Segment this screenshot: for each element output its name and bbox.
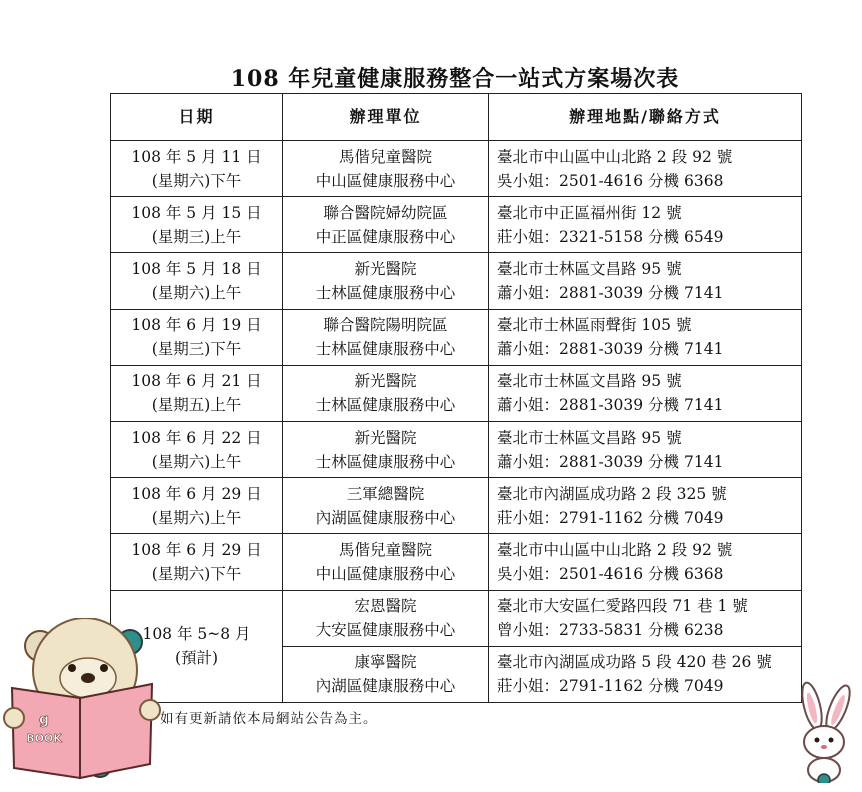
health-center-name: 士林區健康服務中心	[315, 340, 456, 359]
health-center-name: 士林區健康服務中心	[315, 452, 456, 471]
date-line: 108 年 6 月 19 日	[131, 316, 262, 335]
tentative-label: (預計)	[174, 649, 219, 668]
date-cell	[111, 421, 283, 477]
date-cell	[111, 309, 283, 365]
weekday-line: (星期三)上午	[151, 227, 242, 246]
place-cell	[489, 365, 802, 421]
hospital-name: 馬偕兒童醫院	[338, 540, 432, 559]
date-line: 108 年 5 月 11 日	[131, 147, 262, 166]
hospital-name: 三軍總醫院	[346, 484, 425, 503]
table-row	[111, 478, 802, 534]
hospital-name: 新光醫院	[354, 428, 417, 447]
place-cell	[489, 309, 802, 365]
address: 臺北市士林區文昌路 95 號	[497, 259, 682, 278]
date-cell	[111, 365, 283, 421]
weekday-line: (星期三)下午	[151, 340, 242, 359]
contact: 蕭小姐：2881-3039 分機 7141	[497, 396, 724, 415]
hospital-name: 聯合醫院婦幼院區	[323, 203, 448, 222]
bear-reading-book-illustration	[0, 618, 165, 783]
contact: 蕭小姐：2881-3039 分機 7141	[497, 340, 724, 359]
hospital-name: 馬偕兒童醫院	[338, 147, 432, 166]
weekday-line: (星期六)下午	[151, 171, 242, 190]
contact: 蕭小姐：2881-3039 分機 7141	[497, 283, 724, 302]
table-row	[111, 309, 802, 365]
date-line: 108 年 5~8 月	[142, 625, 251, 644]
unit-cell	[283, 309, 489, 365]
table-row	[111, 365, 802, 421]
contact: 莊小姐：2791-1162 分機 7049	[497, 677, 724, 696]
table-row	[111, 590, 802, 646]
address: 臺北市大安區仁愛路四段 71 巷 1 號	[497, 597, 748, 616]
weekday-line: (星期五)上午	[151, 396, 242, 415]
table-row	[111, 197, 802, 253]
place-cell	[489, 646, 802, 702]
place-cell	[489, 141, 802, 197]
table-row	[111, 141, 802, 197]
date-cell	[111, 478, 283, 534]
hospital-name: 宏恩醫院	[354, 597, 417, 616]
health-center-name: 中山區健康服務中心	[315, 564, 456, 583]
contact: 莊小姐：2791-1162 分機 7049	[497, 508, 724, 527]
rabbit-illustration	[790, 678, 862, 783]
date-cell	[111, 197, 283, 253]
address: 臺北市中山區中山北路 2 段 92 號	[497, 540, 733, 559]
date-cell	[111, 141, 283, 197]
book-g-label: g	[38, 712, 50, 728]
date-cell	[111, 534, 283, 590]
health-center-name: 內湖區健康服務中心	[315, 677, 456, 696]
weekday-line: (星期六)下午	[151, 564, 242, 583]
contact: 莊小姐：2321-5158 分機 6549	[497, 227, 724, 246]
date-line: 108 年 6 月 29 日	[131, 484, 262, 503]
unit-cell	[283, 646, 489, 702]
hospital-name: 新光醫院	[354, 259, 417, 278]
table-row	[111, 534, 802, 590]
hospital-name: 聯合醫院陽明院區	[323, 316, 448, 335]
schedule-table	[110, 93, 802, 703]
health-center-name: 內湖區健康服務中心	[315, 508, 456, 527]
contact: 吳小姐：2501-4616 分機 6368	[497, 171, 724, 190]
header-place: 辦理地點/聯絡方式	[489, 94, 802, 141]
health-center-name: 中正區健康服務中心	[315, 227, 456, 246]
weekday-line: (星期六)上午	[151, 283, 242, 302]
unit-cell	[283, 141, 489, 197]
address: 臺北市中山區中山北路 2 段 92 號	[497, 147, 733, 166]
hospital-name: 康寧醫院	[354, 653, 417, 672]
date-line: 108 年 6 月 29 日	[131, 540, 262, 559]
header-date: 日期	[111, 94, 283, 141]
unit-cell	[283, 478, 489, 534]
address: 臺北市士林區文昌路 95 號	[497, 428, 682, 447]
address: 臺北市內湖區成功路 5 段 420 巷 26 號	[497, 653, 772, 672]
weekday-line: (星期六)上午	[151, 508, 242, 527]
hospital-name: 新光醫院	[354, 372, 417, 391]
place-cell	[489, 421, 802, 477]
header-unit: 辦理單位	[283, 94, 489, 141]
place-cell	[489, 197, 802, 253]
health-center-name: 大安區健康服務中心	[315, 621, 456, 640]
date-line: 108 年 5 月 15 日	[131, 203, 262, 222]
unit-cell	[283, 590, 489, 646]
update-note: 如有更新請依本局網站公告為主。	[160, 711, 378, 727]
health-center-name: 中山區健康服務中心	[315, 171, 456, 190]
address: 臺北市士林區文昌路 95 號	[497, 372, 682, 391]
table-row	[111, 253, 802, 309]
date-line: 108 年 6 月 21 日	[131, 372, 262, 391]
table-header-row	[111, 94, 802, 141]
page-title: 108 年兒童健康服務整合一站式方案場次表	[230, 66, 680, 92]
date-line: 108 年 5 月 18 日	[131, 259, 262, 278]
unit-cell	[283, 253, 489, 309]
address: 臺北市中正區福州街 12 號	[497, 203, 682, 222]
contact: 吳小姐：2501-4616 分機 6368	[497, 564, 724, 583]
table-row	[111, 421, 802, 477]
unit-cell	[283, 421, 489, 477]
unit-cell	[283, 534, 489, 590]
unit-cell	[283, 197, 489, 253]
unit-cell	[283, 365, 489, 421]
place-cell	[489, 534, 802, 590]
contact: 蕭小姐：2881-3039 分機 7141	[497, 452, 724, 471]
book-label: BOOK	[26, 732, 62, 745]
place-cell	[489, 253, 802, 309]
place-cell	[489, 478, 802, 534]
place-cell	[489, 590, 802, 646]
date-line: 108 年 6 月 22 日	[131, 428, 262, 447]
weekday-line: (星期六)上午	[151, 452, 242, 471]
health-center-name: 士林區健康服務中心	[315, 283, 456, 302]
address: 臺北市內湖區成功路 2 段 325 號	[497, 484, 727, 503]
contact: 曾小姐：2733-5831 分機 6238	[497, 621, 724, 640]
address: 臺北市士林區雨聲街 105 號	[497, 316, 692, 335]
date-cell	[111, 253, 283, 309]
health-center-name: 士林區健康服務中心	[315, 396, 456, 415]
